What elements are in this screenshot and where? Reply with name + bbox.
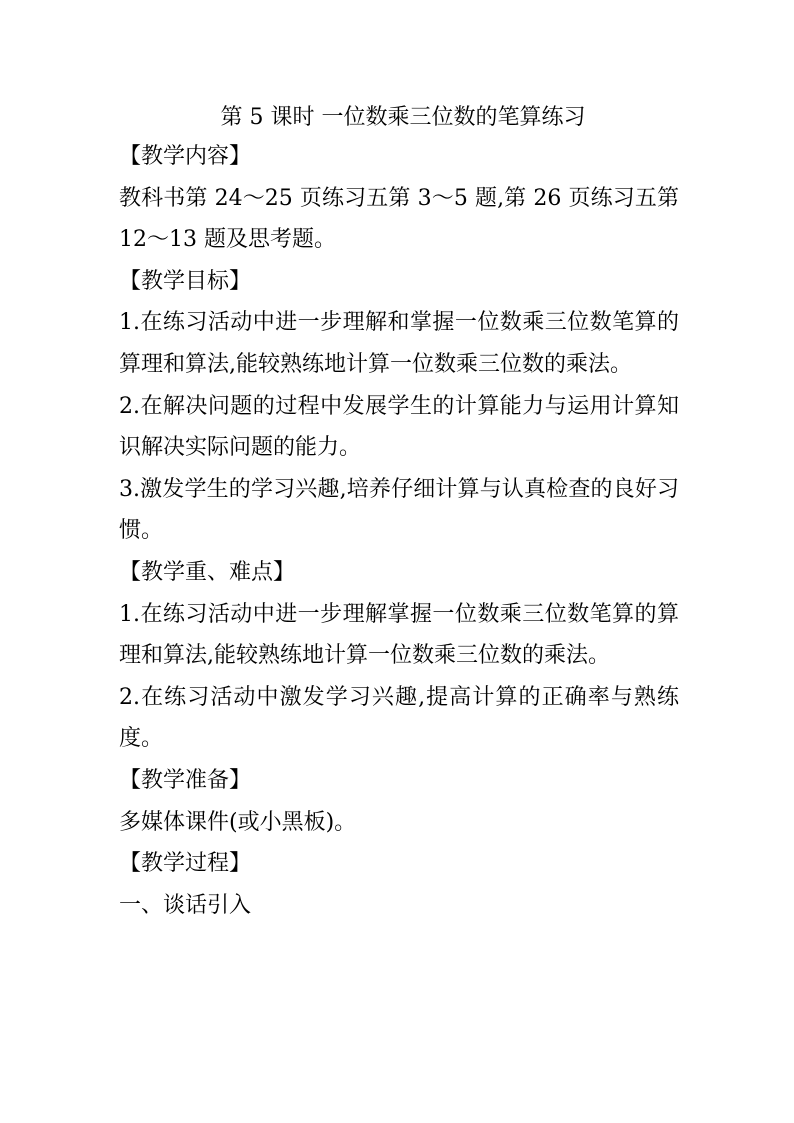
section-heading-preparation: 【教学准备】: [119, 767, 252, 793]
objective-item: 2.在解决问题的过程中发展学生的计算能力与运用计算知识解决实际问题的能力。: [119, 393, 679, 461]
objective-item: 3.激发学生的学习兴趣,培养仔细计算与认真检查的良好习惯。: [119, 476, 679, 544]
section-heading-objectives: 【教学目标】: [119, 268, 252, 294]
key-point-item: 2.在练习活动中激发学习兴趣,提高计算的正确率与熟练度。: [119, 684, 679, 752]
section-heading-key-points: 【教学重、难点】: [119, 559, 296, 585]
objective-item: 1.在练习活动中进一步理解和掌握一位数乘三位数笔算的算理和算法,能较熟练地计算一位数乘三位数的乘法。: [119, 310, 679, 377]
preparation-text: 多媒体课件(或小黑板)。: [119, 809, 357, 835]
process-step: 一、谈话引入: [119, 892, 252, 918]
key-point-item: 1.在练习活动中进一步理解掌握一位数乘三位数笔算的算理和算法,能较熟练地计算一位数乘三位数的乘法。: [119, 601, 679, 669]
section-heading-content: 【教学内容】: [119, 144, 252, 169]
document-body: [119, 100, 679, 926]
section-heading-process: 【教学过程】: [119, 851, 252, 877]
document-title: 第 5 课时 一位数乘三位数的笔算练习: [220, 105, 586, 130]
content-text: 教科书第 24～25 页练习五第 3～5 题,第 26 页练习五第 12～13 题及思考题。: [119, 185, 679, 253]
